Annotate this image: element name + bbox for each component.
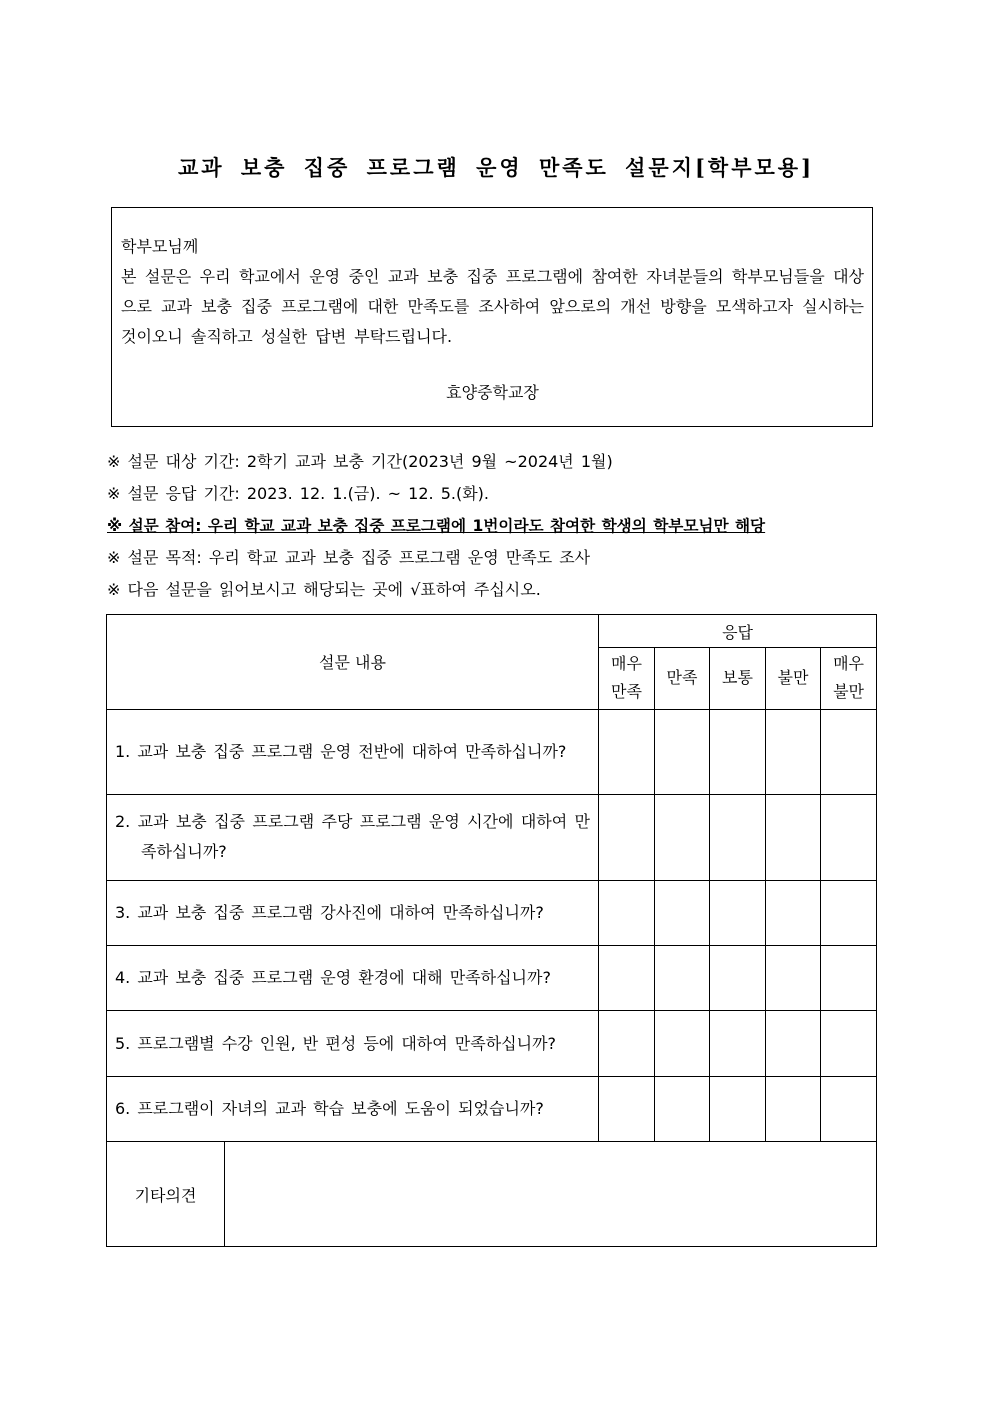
check-cell[interactable] <box>821 1011 877 1076</box>
note-purpose: ※ 설문 목적: 우리 학교 교과 보충 집중 프로그램 운영 만족도 조사 <box>107 548 591 567</box>
etc-input-area[interactable] <box>225 1142 877 1247</box>
question-text: 4. 교과 보충 집중 프로그램 운영 환경에 대해 만족하십니까? <box>115 968 551 988</box>
intro-box <box>111 207 873 427</box>
option-very-dissatisfied <box>821 648 877 709</box>
check-cell[interactable] <box>766 946 821 1011</box>
question-text: 1. 교과 보충 집중 프로그램 운영 전반에 대하여 만족하십니까? <box>115 741 567 761</box>
option-very-satisfied <box>599 648 655 709</box>
check-cell[interactable] <box>655 795 710 881</box>
intro-salutation: 학부모님께 <box>121 237 199 256</box>
question-cell <box>107 946 599 1011</box>
intro-signature: 효양중학교장 <box>446 383 539 402</box>
question-row <box>107 795 877 881</box>
etc-row <box>107 1142 877 1247</box>
question-cell <box>107 709 599 795</box>
survey-title: 교과 보충 집중 프로그램 운영 만족도 설문지[학부모용] <box>177 155 815 180</box>
check-cell[interactable] <box>821 880 877 945</box>
check-cell[interactable] <box>599 946 655 1011</box>
response-header: 응답 <box>599 615 877 648</box>
question-row <box>107 1011 877 1076</box>
question-cell <box>107 880 599 945</box>
question-text: 6. 프로그램이 자녀의 교과 학습 보충에 도움이 되었습니까? <box>115 1099 544 1119</box>
check-cell[interactable] <box>599 795 655 881</box>
note-instruction: ※ 다음 설문을 읽어보시고 해당되는 곳에 √표하여 주십시오. <box>107 580 541 599</box>
check-cell[interactable] <box>655 1076 710 1141</box>
question-cell <box>107 795 599 881</box>
question-row <box>107 946 877 1011</box>
check-cell[interactable] <box>710 795 766 881</box>
check-cell[interactable] <box>821 709 877 795</box>
check-cell[interactable] <box>710 880 766 945</box>
question-cell <box>107 1011 599 1076</box>
question-text: 5. 프로그램별 수강 인원, 반 편성 등에 대하여 만족하십니까? <box>115 1033 557 1053</box>
option-dissatisfied: 불만 <box>766 648 821 709</box>
check-cell[interactable] <box>766 795 821 881</box>
intro-body: 본 설문은 우리 학교에서 운영 중인 교과 보충 집중 프로그램에 참여한 자녀분들의 학부모님들을 대상으로 교과 보충 집중 프로그램에 대한 만족도를 조사하여 앞으로의 개선 방향을 모색하고자 실시하는 것이오니 솔직하고 성실한 답변 부탁드립니다. <box>121 267 864 346</box>
question-text: 3. 교과 보충 집중 프로그램 강사진에 대하여 만족하십니까? <box>115 902 544 922</box>
check-cell[interactable] <box>599 1011 655 1076</box>
question-row <box>107 1076 877 1141</box>
check-cell[interactable] <box>655 709 710 795</box>
check-cell[interactable] <box>821 946 877 1011</box>
check-cell[interactable] <box>599 709 655 795</box>
question-row <box>107 709 877 795</box>
check-cell[interactable] <box>766 709 821 795</box>
question-row <box>107 880 877 945</box>
check-cell[interactable] <box>766 1076 821 1141</box>
check-cell[interactable] <box>710 709 766 795</box>
option-neutral: 보통 <box>710 648 766 709</box>
note-participants: ※ 설문 참여: 우리 학교 교과 보충 집중 프로그램에 1번이라도 참여한 학생의 학부모님만 해당 <box>107 517 766 535</box>
note-response-period: ※ 설문 응답 기간: 2023. 12. 1.(금). ~ 12. 5.(화). <box>107 484 489 503</box>
etc-label: 기타의견 <box>107 1142 225 1247</box>
option-label: 매우 만족 <box>611 654 642 702</box>
check-cell[interactable] <box>655 880 710 945</box>
option-label: 매우 불만 <box>833 654 864 702</box>
option-satisfied: 만족 <box>655 648 710 709</box>
question-text: 2. 교과 보충 집중 프로그램 주당 프로그램 운영 시간에 대하여 만족하십니까? <box>115 812 591 862</box>
check-cell[interactable] <box>821 795 877 881</box>
check-cell[interactable] <box>710 1011 766 1076</box>
check-cell[interactable] <box>599 880 655 945</box>
check-cell[interactable] <box>655 946 710 1011</box>
notes <box>107 446 877 606</box>
check-cell[interactable] <box>766 1011 821 1076</box>
question-cell <box>107 1076 599 1141</box>
check-cell[interactable] <box>655 1011 710 1076</box>
survey-table <box>106 614 877 1247</box>
note-period: ※ 설문 대상 기간: 2학기 교과 보충 기간(2023년 9월 ~2024년 1월) <box>107 452 613 471</box>
check-cell[interactable] <box>710 946 766 1011</box>
item-header: 설문 내용 <box>107 615 599 710</box>
check-cell[interactable] <box>710 1076 766 1141</box>
check-cell[interactable] <box>599 1076 655 1141</box>
check-cell[interactable] <box>821 1076 877 1141</box>
check-cell[interactable] <box>766 880 821 945</box>
